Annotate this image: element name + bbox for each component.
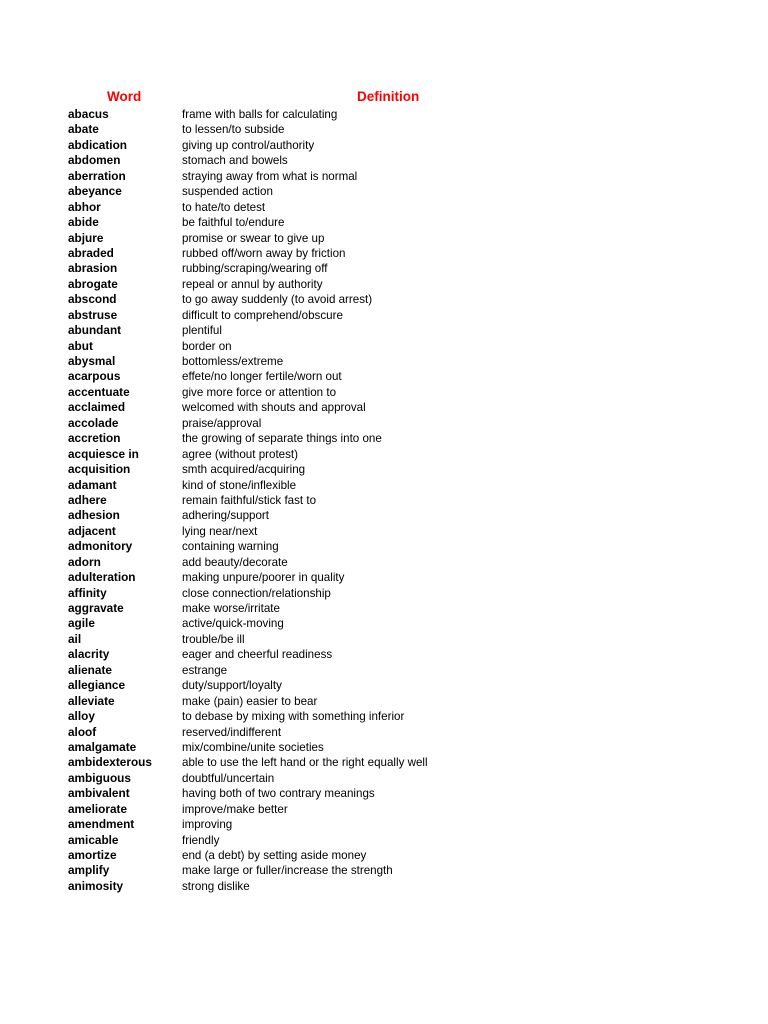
entry-definition: be faithful to/endure (182, 216, 285, 230)
entry-word: accolade (68, 415, 119, 430)
entry-word: abut (68, 338, 93, 353)
entry-definition: improving (182, 818, 233, 832)
entry-word: abundant (68, 323, 122, 338)
entry-definition: making unpure/poorer in quality (182, 571, 345, 585)
entry-definition: estrange (182, 663, 228, 677)
entry-word: adulteration (68, 570, 136, 585)
table-row (0, 339, 768, 354)
table-row (0, 478, 768, 493)
entry-definition: repeal or annul by authority (182, 277, 323, 291)
entry-definition: difficult to comprehend/obscure (182, 308, 343, 322)
entry-definition: having both of two contrary meanings (182, 787, 375, 801)
entry-definition: effete/no longer fertile/worn out (182, 370, 342, 384)
entry-word: abrogate (68, 276, 118, 291)
entry-word: ameliorate (68, 801, 128, 816)
table-row (0, 354, 768, 369)
table-row (0, 508, 768, 523)
entry-word: ambivalent (68, 786, 130, 801)
entry-definition: able to use the left hand or the right equally well (182, 756, 428, 770)
entry-word: amicable (68, 832, 119, 847)
entry-word: acquiesce in (68, 446, 139, 461)
table-row (0, 277, 768, 292)
table-row (0, 833, 768, 848)
entry-word: acclaimed (68, 400, 126, 415)
table-row (0, 416, 768, 431)
table-row (0, 632, 768, 647)
entry-word: aberration (68, 168, 126, 183)
table-row (0, 323, 768, 338)
entry-definition: border on (182, 339, 232, 353)
table-row (0, 138, 768, 153)
entry-definition: to go away suddenly (to avoid arrest) (182, 293, 373, 307)
entry-definition: the growing of separate things into one (182, 432, 382, 446)
entry-word: ambiguous (68, 770, 131, 785)
entry-definition: bottomless/extreme (182, 355, 284, 368)
entry-word: abdomen (68, 153, 121, 168)
entry-word: abrasion (68, 261, 118, 276)
column-header-row (0, 89, 768, 107)
entry-word: abysmal (68, 354, 116, 368)
entry-definition: straying away from what is normal (182, 169, 358, 183)
table-row (0, 848, 768, 863)
entry-definition: agree (without protest) (182, 447, 298, 461)
entry-definition: plentiful (182, 324, 222, 338)
entry-definition: rubbing/scraping/wearing off (182, 262, 328, 276)
table-row (0, 107, 768, 122)
entry-word: adorn (68, 554, 101, 569)
entry-word: alleviate (68, 693, 115, 708)
table-row (0, 122, 768, 137)
entry-definition: stomach and bowels (182, 154, 288, 168)
entry-definition: doubtful/uncertain (182, 771, 275, 785)
entry-definition: active/quick-moving (182, 617, 284, 631)
entry-word: ambidexterous (68, 755, 152, 770)
table-row (0, 740, 768, 755)
entry-definition: give more force or attention to (182, 385, 337, 399)
table-row (0, 771, 768, 786)
table-row (0, 570, 768, 585)
table-row (0, 616, 768, 631)
entry-definition: duty/support/loyalty (182, 679, 282, 693)
table-row (0, 802, 768, 817)
definition-column-header: Definition (357, 89, 420, 104)
table-row (0, 663, 768, 678)
table-row (0, 431, 768, 446)
table-row (0, 184, 768, 199)
table-row (0, 539, 768, 554)
entry-definition: mix/combine/unite societies (182, 740, 324, 754)
table-row (0, 879, 768, 894)
table-row (0, 215, 768, 230)
entry-definition: suspended action (182, 185, 273, 199)
entry-word: alloy (68, 709, 95, 724)
table-row (0, 755, 768, 770)
entry-word: abstruse (68, 307, 118, 322)
entry-word: amortize (68, 848, 117, 862)
table-row (0, 709, 768, 724)
entry-definition: eager and cheerful readiness (182, 648, 333, 662)
entry-definition: frame with balls for calculating (182, 108, 338, 121)
entry-definition: containing warning (182, 540, 279, 554)
entry-word: abate (68, 122, 99, 137)
entry-word: accentuate (68, 384, 130, 399)
entry-definition: strong dislike (182, 879, 250, 893)
vocabulary-list (0, 107, 768, 894)
table-row (0, 817, 768, 832)
table-row (0, 369, 768, 384)
entry-word: accretion (68, 431, 121, 446)
table-row (0, 246, 768, 261)
entry-word: abscond (68, 292, 117, 307)
table-row (0, 786, 768, 801)
entry-word: acquisition (68, 462, 131, 477)
entry-word: adhesion (68, 508, 120, 523)
table-row (0, 647, 768, 662)
entry-definition: to hate/to detest (182, 200, 266, 214)
table-row (0, 524, 768, 539)
table-row (0, 231, 768, 246)
entry-definition: praise/approval (182, 416, 262, 430)
table-row (0, 462, 768, 477)
entry-definition: end (a debt) by setting aside money (182, 849, 367, 862)
entry-word: abdication (68, 137, 127, 152)
entry-word: amendment (68, 817, 135, 832)
table-row (0, 292, 768, 307)
entry-definition: promise or swear to give up (182, 231, 325, 245)
table-row (0, 385, 768, 400)
table-row (0, 153, 768, 168)
table-row (0, 261, 768, 276)
entry-word: alacrity (68, 647, 110, 662)
entry-definition: close connection/relationship (182, 586, 331, 600)
entry-word: animosity (68, 878, 124, 893)
table-row (0, 725, 768, 740)
entry-definition: make worse/irritate (182, 602, 280, 615)
table-row (0, 586, 768, 601)
entry-definition: to debase by mixing with something inferior (182, 710, 405, 724)
word-column-header: Word (107, 89, 142, 104)
entry-definition: make large or fuller/increase the strength (182, 864, 393, 878)
table-row (0, 694, 768, 709)
entry-word: abhor (68, 199, 101, 214)
entry-word: aloof (68, 724, 97, 739)
entry-definition: add beauty/decorate (182, 555, 288, 569)
table-row (0, 447, 768, 462)
entry-word: adjacent (68, 523, 116, 538)
entry-definition: make (pain) easier to bear (182, 694, 318, 708)
entry-word: adamant (68, 477, 117, 492)
table-row (0, 555, 768, 570)
entry-word: acarpous (68, 369, 121, 384)
table-row (0, 493, 768, 508)
table-row (0, 863, 768, 878)
table-row (0, 678, 768, 693)
entry-word: amalgamate (68, 739, 137, 754)
entry-word: adhere (68, 492, 107, 507)
entry-definition: adhering/support (182, 509, 270, 523)
entry-definition: reserved/indifferent (182, 725, 282, 739)
entry-word: abeyance (68, 184, 122, 199)
table-row (0, 200, 768, 215)
entry-word: agile (68, 616, 95, 631)
entry-word: admonitory (68, 539, 133, 554)
table-row (0, 308, 768, 323)
entry-word: alienate (68, 662, 112, 677)
table-row (0, 601, 768, 616)
entry-definition: smth acquired/acquiring (182, 463, 306, 477)
entry-word: abraded (68, 245, 114, 260)
entry-word: abide (68, 215, 99, 230)
table-row (0, 400, 768, 415)
entry-word: abacus (68, 107, 109, 121)
entry-definition: rubbed off/worn away by friction (182, 246, 346, 260)
entry-definition: friendly (182, 833, 220, 847)
entry-definition: to lessen/to subside (182, 123, 285, 137)
entry-word: affinity (68, 585, 107, 600)
entry-word: amplify (68, 863, 110, 878)
entry-word: allegiance (68, 678, 126, 693)
entry-definition: trouble/be ill (182, 632, 245, 646)
entry-word: abjure (68, 230, 104, 245)
entry-definition: remain faithful/stick fast to (182, 493, 317, 507)
entry-definition: lying near/next (182, 524, 258, 538)
entry-word: aggravate (68, 601, 124, 615)
entry-definition: improve/make better (182, 802, 288, 816)
table-row (0, 169, 768, 184)
entry-definition: kind of stone/inflexible (182, 478, 297, 492)
entry-definition: giving up control/authority (182, 138, 315, 152)
entry-definition: welcomed with shouts and approval (182, 401, 366, 415)
entry-word: ail (68, 631, 82, 646)
